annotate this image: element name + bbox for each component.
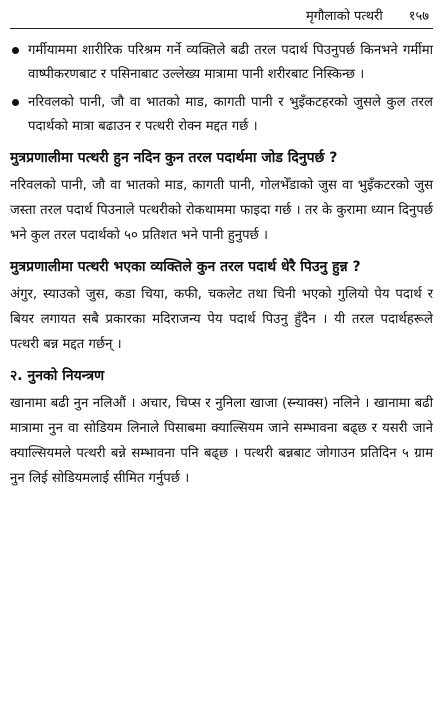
bullet-item [10,39,433,87]
page-number: १५७ [408,9,429,24]
bullet-text: नरिवलको पानी, जौ वा भातको माड, कागती पानी र भुइँकटहरको जुसले कुल तरल पदार्थको मात्रा बढाउन र पत्थरी रोक्न मद्दत गर्छ । [28,95,433,134]
section-heading: २. नुनको नियन्त्रण [10,368,105,384]
section-heading: मुत्रप्रणालीमा पत्थरी हुन नदिन कुन तरल पदार्थमा जोड दिनुपर्छ ? [10,150,338,166]
bullet-text: गर्मीयाममा शारीरिक परिश्रम गर्ने व्यक्तिले बढी तरल पदार्थ पिउनुपर्छ किनभने गर्मीमा वाष्पीकरणबाट र पसिनाबाट उल्लेख्य मात्रामा पानी शरीरबाट निस्किन्छ । [28,43,433,82]
section-paragraph: खानामा बढी नुन नलिऔं । अचार, चिप्स र नुनिला खाजा (स्न्याक्स) नलिने । खानामा बढी मात्रामा नुन वा सोडियम लिनाले पिसाबमा क्याल्सियम जाने सम्भावना बढ्छ र यसरी जाने क्याल्सियमले पत्थरी बन्ने सम्भावना पनि बढ्छ । पत्थरी बन्नबाट जोगाउन प्रतिदिन ५ ग्राम नुन लिई सोडियमलाई सीमित गर्नुपर्छ । [10,396,433,486]
header-rule [10,28,433,29]
bullet-dot-icon [12,47,19,54]
running-head-title: मृगौलाको पत्थरी [305,9,383,24]
section-heading: मुत्रप्रणालीमा पत्थरी भएका व्यक्तिले कुन तरल पदार्थ धेरै पिउनु हुन्न ? [10,259,361,275]
section-paragraph: अंगुर, स्याउको जुस, कडा चिया, कफी, चकलेट तथा चिनी भएको गुलियो पेय पदार्थ र बियर लगायत सबै प्रकारका मदिराजन्य पेय पदार्थ पिउनु हुँदैन । यी तरल पदार्थहरूले पत्थरी बन्न मद्दत गर्छन् । [10,287,433,352]
section-paragraph: नरिवलको पानी, जौ वा भातको माड, कागती पानी, गोलभेँडाको जुस वा भुइँकटरको जुस जस्ता तरल पदार्थ पिउनाले पत्थरीको रोकथाममा फाइदा गर्छ । तर के कुरामा ध्यान दिनुपर्छ भने कुल तरल पदार्थको ५० प्रतिशत भने पानी हुनुपर्छ । [10,178,433,243]
running-head [10,0,433,28]
bullet-list [10,39,433,139]
bullet-item [10,91,433,139]
bullet-dot-icon [12,99,19,106]
